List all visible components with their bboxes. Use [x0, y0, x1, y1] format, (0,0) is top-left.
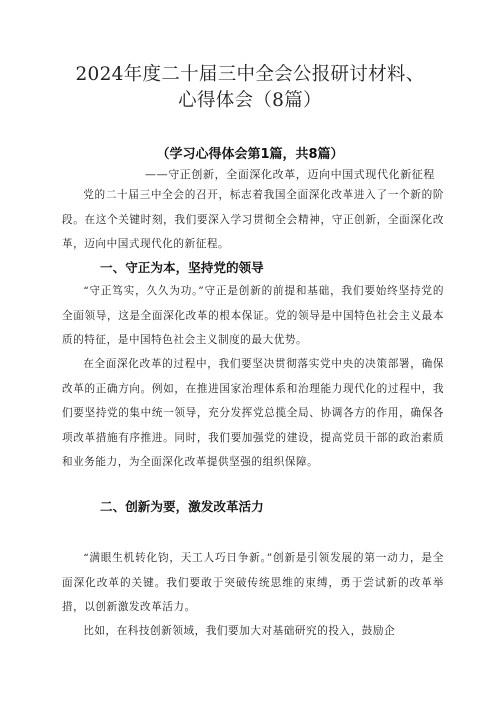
article-subheading: （学习心得体会第1篇，共8篇）: [156, 147, 344, 162]
section-1-paragraph-1: “守正笃实，久久为功。”守正是创新的前提和基础，我们要始终坚持党的全面领导，这是全面深化改革的根本保证。党的领导是中国特色社会主义最本质的特征，是中国特色社会主义制度的最大优势。: [62, 285, 444, 346]
section-2-paragraph-1: “满眼生机转化钧，天工人巧日争新。”创新是引领发展的第一动力，是全面深化改革的关键。我们要敢于突破传统思维的束缚，勇于尝试新的改革举措，以创新激发改革活力。: [62, 552, 444, 613]
document-title-line-2: 心得体会（8篇）: [178, 90, 322, 111]
section-heading-2: 二、创新为要，激发改革活力: [100, 499, 264, 514]
intro-paragraph: 党的二十届三中全会的召开，标志着我国全面深化改革进入了一个新的阶段。在这个关键时刻，我们要深入学习贯彻全会精神，守正创新，全面深化改革，迈向中国式现代化的新征程。: [62, 189, 444, 250]
section-1-paragraph-2: 在全面深化改革的过程中，我们要坚决贯彻落实党中央的决策部署，确保改革的正确方向。例如，在推进国家治理体系和治理能力现代化的过程中，我们要坚持党的集中统一领导，充分发挥党总揽全局、协调各方的作用，确保各项改革措施有序推进。同时，我们要加强党的建设，提高党员干部的政治素质和业务能力，为全面深化改革提供坚强的组织保障。: [62, 358, 444, 468]
document-title-line-1: 2024年度二十届三中全会公报研讨材料、: [75, 64, 425, 85]
section-heading-1: 一、守正为本，坚持党的领导: [100, 260, 264, 275]
article-tagline: ——守正创新，全面深化改革，迈向中国式现代化新征程: [145, 168, 435, 181]
section-2-paragraph-2: 比如，在科技创新领域，我们要加大对基础研究的投入，鼓励企: [83, 625, 396, 637]
